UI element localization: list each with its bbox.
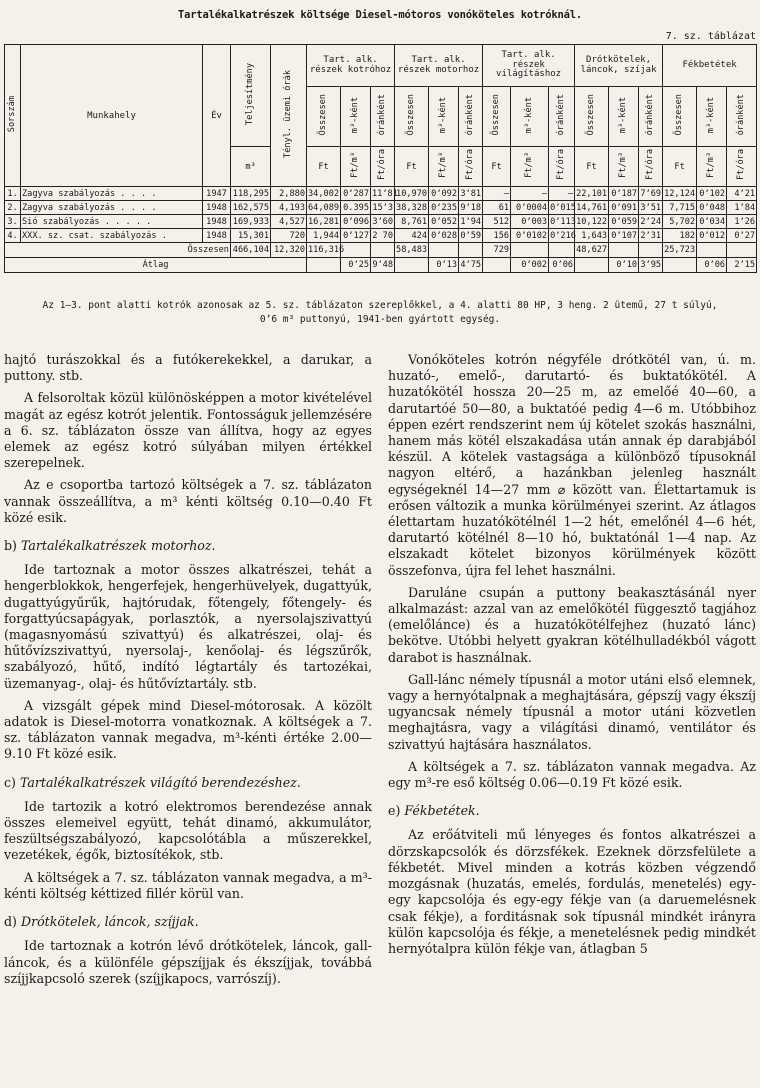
- unit-ftora: Ft/óra: [727, 147, 757, 187]
- row-value: 1ʼ26: [727, 215, 757, 229]
- row-value: 0ʼ096: [341, 215, 371, 229]
- row-value: 0ʼ0004: [511, 201, 549, 215]
- row-value: 0ʼ102: [697, 187, 727, 201]
- row-value: 1,643: [575, 229, 609, 243]
- row-value: 4ʼ21: [727, 187, 757, 201]
- header-teny-uzemi: Tényl. üzemi órák: [271, 45, 307, 187]
- row-value: 1,944: [307, 229, 341, 243]
- row-ev: 1948: [203, 215, 231, 229]
- row-value: 61: [483, 201, 511, 215]
- avg-label: Átlag: [5, 258, 307, 273]
- sub-m3kent: m³-ként: [341, 87, 371, 147]
- sub-orankent: óránként: [549, 87, 575, 147]
- header-munkahely: Munkahely: [21, 45, 203, 187]
- paragraph: A költségek a 7. sz. táblázaton vannak megadva, a m³-kénti költség kéttized fillér körül van.: [4, 869, 372, 901]
- row-ev: 1948: [203, 229, 231, 243]
- paragraph: Daruláne csupán a puttony beakasztásánál nyer alkalmazást: azzal van az emelőkötél függesztő tagjához (emelőlánce) és a huzatókötélfejhez (huzató lánc) bekötve. Utóbbi helyett gyakran kötélhulladékból vágott darabot is használnak.: [388, 584, 756, 665]
- unit-ft: Ft: [483, 147, 511, 187]
- unit-ftm3: Ft/m³: [511, 147, 549, 187]
- row-value: 7ʼ69: [640, 188, 662, 199]
- header-ev: Év: [203, 45, 231, 187]
- sub-orankent: óránként: [371, 87, 395, 147]
- table-title: Tartalékalkatrészek költsége Diesel-mótoros vonóköteles kotróknál.: [177, 9, 583, 21]
- avg-cell: 0ʼ06: [549, 258, 575, 273]
- sub-osszesen: Összesen: [663, 87, 697, 147]
- sub-orankent: óránként: [727, 87, 757, 147]
- row-value: 0ʼ092: [429, 187, 459, 201]
- row-value: 182: [663, 229, 697, 243]
- paragraph: Az e csoportba tartozó költségek a 7. sz. táblázaton vannak összeállítva, a m³ kénti költség 0.10—0.40 Ft közé esik.: [4, 477, 372, 525]
- row-teljesitmeny: 118,295: [231, 187, 271, 201]
- row-value: 0ʼ059: [609, 215, 639, 229]
- paragraph: A költségek a 7. sz. táblázaton vannak megadva. Az egy m³-re eső költség 0.06—0.19 Ft közé esik.: [388, 758, 756, 791]
- row-value: 16,281: [308, 216, 340, 227]
- left-column: [4, 352, 372, 993]
- unit-ftm3: Ft/m³: [341, 147, 371, 187]
- row-value: 0ʼ27: [727, 229, 757, 243]
- cost-table: [4, 44, 757, 273]
- row-ora: 2,880: [271, 187, 307, 201]
- unit-ftora: Ft/óra: [549, 147, 575, 187]
- sub-osszesen: Összesen: [575, 87, 609, 147]
- row-value: 512: [483, 215, 511, 229]
- sub-m3kent: m³-ként: [609, 87, 639, 147]
- unit-ft: Ft: [575, 147, 609, 187]
- sub-orankent: óránként: [639, 87, 663, 147]
- row-ev: 1948: [203, 201, 231, 215]
- row-value: 156: [483, 229, 511, 243]
- avg-cell: 0ʼ25: [341, 258, 371, 273]
- row-value: 3ʼ51: [640, 202, 662, 213]
- row-value: 5,702: [663, 215, 697, 229]
- row-value: 3ʼ81: [460, 188, 482, 199]
- row-value: 424: [395, 229, 429, 243]
- row-value: 0ʼ113: [550, 216, 576, 227]
- row-munkahely: Zagyva szabályozás . . . .: [21, 201, 203, 215]
- paragraph: Ide tartoznak a kotrón lévő drótkötelek, láncok, gall-láncok, és a különféle gépszíjjak és ékszíjjak, továbbá szíjjkapcsoló szerek (szíjjkapocs, varrószíj).: [4, 938, 372, 986]
- avg-cell: 0ʼ10: [609, 258, 639, 273]
- row-value: 0ʼ187: [609, 187, 639, 201]
- row-value: 0ʼ287: [341, 187, 371, 201]
- paragraph: A felsoroltak közül különösképpen a motor kivételével magát az egész kotrót jelentik. Fontosságuk jellemzésére a 6. sz. táblázaton össze van állítva, hogy az egyes elemek az egész kotró súlyában milyen értékkel szerepelnek.: [4, 390, 372, 471]
- row-teljesitmeny: 169,933: [231, 215, 271, 229]
- avg-cell: 9ʼ48: [371, 258, 395, 273]
- row-value: 0ʼ235: [429, 201, 459, 215]
- row-value: 22,101: [576, 188, 608, 199]
- row-value: 3ʼ60: [372, 216, 394, 227]
- table-number: 7. sz. táblázat: [665, 31, 756, 42]
- row-value: 0ʼ216: [550, 230, 576, 241]
- sub-m3kent: m³-ként: [429, 87, 459, 147]
- table-row: [5, 201, 757, 215]
- row-value: 14,761: [576, 202, 608, 213]
- paragraph: Ide tartoznak a motor összes alkatrészei, tehát a hengerblokkok, hengerfejek, hengerhüvelyek, dugattyúk, dugattyúgyűrűk, hajtórudak, főtengely, főtengely- és forgattyúcsapágyak, porlasztók, a nyersolajszivattyú (magasnyomású szivattyú) és alkatrészei, olaj- és hűtővízszivattyú, nyersolaj-, kenőolaj- és légszűrők, szabályozó, hűtő, indító légtartály és tartozékai, üzemanyag-, olaj- és hűtővíztartály. stb.: [4, 562, 372, 691]
- row-value: 1ʼ84: [727, 201, 757, 215]
- row-value: 0ʼ107: [609, 229, 639, 243]
- total-motor: 58,483: [395, 243, 429, 258]
- sub-osszesen: Összesen: [395, 87, 429, 147]
- unit-ftora: Ft/óra: [371, 147, 395, 187]
- row-munkahely: Zagyva szabályozás . . . .: [21, 187, 203, 201]
- total-row: [5, 243, 757, 258]
- row-value: 64,089: [308, 202, 340, 213]
- sub-m3kent: m³-ként: [697, 87, 727, 147]
- sub-orankent: óránként: [459, 87, 483, 147]
- paragraph: A vizsgált gépek mind Diesel-mótorosak. A közölt adatok is Diesel-motorra vonatkoznak. A költségek a 7. sz. táblázaton vannak megadva, m³-kénti értéke 2.00—9.10 Ft közé esik.: [4, 697, 372, 762]
- row-ora: 720: [271, 229, 307, 243]
- table-row: [5, 215, 757, 229]
- row-value: 8,761: [395, 215, 429, 229]
- paragraph: Az erőátviteli mű lényeges és fontos alkatrészei a dörzskapcsolók és dörzsfékek. Ezeknek dörzsfelülete a fékbetét. Mivel minden a kotrás közben végzendő mozgásnak (huzatás, emelés, fordulás, menetelés) egy-egy kapcsolója és egy-egy fékje van (a daruemelésnek csak fékje), a forditásnak sok típusnál mindkét irányra külön kapcsolója és fékje, a menetelésnek pedig mindkét hernyótalpra külön fékje van, átlagban 5: [388, 827, 756, 956]
- unit-ftora: Ft/óra: [639, 147, 663, 187]
- footnote-line-2: 0ʼ6 m³ puttonyú, 1941-ben gyártott egység.: [259, 314, 501, 325]
- row-value: —: [549, 187, 575, 201]
- table-footnote: [0, 299, 760, 327]
- row-value: 9ʼ18: [460, 202, 482, 213]
- header-sorszam: Sorszám: [5, 45, 21, 187]
- avg-row: [5, 258, 757, 273]
- footnote-line-1: Az 1—3. pont alatti kotrók azonosak az 5. sz. táblázaton szereplőkkel, a 4. alatti 80 HP, 3 heng. 2 ütemű, 27 t súlyú,: [42, 300, 718, 311]
- row-value: 34,002: [308, 188, 340, 199]
- unit-ft: Ft: [663, 147, 697, 187]
- total-label: Összesen: [5, 243, 231, 258]
- total-vilagitas: 729: [483, 243, 511, 258]
- section-heading-b: b) Tartalékalkatrészek motorhoz.: [4, 538, 216, 554]
- row-value: 11ʼ81: [372, 188, 398, 199]
- unit-ftora: Ft/óra: [459, 147, 483, 187]
- row-value: 0.395: [341, 201, 371, 215]
- row-number: 4.: [5, 229, 21, 243]
- row-munkahely: Sió szabályozás . . . . .: [21, 215, 203, 229]
- group-drotkotelek: Drótkötelek, láncok, szíjak: [575, 45, 663, 87]
- row-value: 0ʼ052: [429, 215, 459, 229]
- row-value: 38,328: [396, 202, 428, 213]
- row-value: 10,970: [396, 188, 428, 199]
- sub-osszesen: Összesen: [307, 87, 341, 147]
- section-heading-c: c) Tartalékalkatrészek világító berendezéshez.: [4, 774, 301, 790]
- avg-cell: 4ʼ75: [459, 258, 483, 273]
- row-value: 7,715: [663, 201, 697, 215]
- row-value: 0ʼ091: [609, 201, 639, 215]
- header-teljesitmeny: Teljesítmény: [231, 45, 271, 147]
- sub-osszesen: Összesen: [483, 87, 511, 147]
- row-number: 2.: [5, 201, 21, 215]
- total-kotro: 116,316: [307, 243, 341, 258]
- row-value: 0ʼ127: [341, 229, 371, 243]
- row-value: 0ʼ048: [697, 201, 727, 215]
- row-value: 2ʼ24: [640, 216, 662, 227]
- paragraph: Vonóköteles kotrón négyféle drótkötél van, ú. m. huzató-, emelő-, darutartó- és buktatókötél. A huzatókötél hossza 20—25 m, az emelőé 40—60, a darutartóé 50—80, a buktatóé pedig 4—6 m. Utóbbihoz éppen ezért rendszerint nem új kötelet szokás használni, hanem más kötél elszakadása után annak ép darabjából készül. A kötelek vastagsága a különböző típusoknál nagyon eltérő, a hazánkban jelenleg használt egységeknél 14—27 mm ⌀ között van. Élettartamuk is erősen változik a munka körülményei szerint. Az átlagos élettartam huzatókötélnél 1—2 hét, emelőnél 4—6 hét, darutartó kötélnél 8—10 hó, buktatónál 1—4 nap. Az elszakadt kötelet bizonyos körülmények között összefonva, újra fel lehet használni.: [388, 352, 756, 578]
- sub-m3kent: m³-ként: [511, 87, 549, 147]
- section-heading-e: e) Fékbetétek.: [388, 803, 480, 819]
- group-kotro: Tart. alk. részek kotróhoz: [307, 45, 395, 87]
- avg-cell: 0ʼ002: [511, 258, 549, 273]
- table-body: [5, 187, 757, 243]
- group-motor: Tart. alk. részek motorhoz: [395, 45, 483, 87]
- section-heading-d: d) Drótkötelek, láncok, szíjjak.: [4, 914, 199, 930]
- unit-ft: Ft: [395, 147, 429, 187]
- row-value: 0ʼ028: [429, 229, 459, 243]
- avg-cell: 0ʼ06: [697, 258, 727, 273]
- row-teljesitmeny: 162,575: [231, 201, 271, 215]
- row-value: 0ʼ59: [460, 230, 482, 241]
- table-row: [5, 187, 757, 201]
- row-value: 15ʼ3: [372, 202, 394, 213]
- avg-cell: 3ʼ95: [639, 258, 663, 273]
- row-value: 2ʼ31: [640, 230, 662, 241]
- row-value: 0ʼ0102: [511, 229, 549, 243]
- row-value: 0ʼ012: [697, 229, 727, 243]
- row-value: 12,124: [664, 188, 696, 199]
- row-value: 10,122: [576, 216, 608, 227]
- group-vilagitas: Tart. alk. részek világításhoz: [483, 45, 575, 87]
- group-fekbetetek: Fékbetétek: [663, 45, 757, 87]
- unit-ftm3: Ft/m³: [429, 147, 459, 187]
- row-value: 0ʼ034: [697, 215, 727, 229]
- row-value: 0ʼ003: [511, 215, 549, 229]
- row-ora: 4,193: [271, 201, 307, 215]
- unit-ftm3: Ft/m³: [609, 147, 639, 187]
- paragraph: hajtó turászokkal és a futókerekekkel, a darukar, a puttony. stb.: [4, 352, 372, 384]
- avg-cell: 2ʼ15: [727, 258, 757, 273]
- total-fek: 25,723: [663, 243, 697, 258]
- row-ev: 1947: [203, 187, 231, 201]
- total-ora: 12,320: [271, 243, 307, 258]
- row-ora: 4,527: [271, 215, 307, 229]
- row-value: 2 70: [372, 230, 394, 241]
- total-telj: 466,104: [231, 243, 271, 258]
- unit-m3: m³: [231, 147, 271, 187]
- row-number: 1.: [5, 187, 21, 201]
- unit-ftm3: Ft/m³: [697, 147, 727, 187]
- table-row: [5, 229, 757, 243]
- row-value: —: [511, 187, 549, 201]
- row-number: 3.: [5, 215, 21, 229]
- total-drot: 48,627: [575, 243, 609, 258]
- avg-cell: 0ʼ13: [429, 258, 459, 273]
- paragraph: Ide tartozik a kotró elektromos berendezése annak összes elemeivel együtt, tehát dinamó, akkumulátor, feszültségszabályozó, kapcsolótábla a műszerekkel, vezetékek, égők, biztosítékok, stb.: [4, 798, 372, 863]
- right-column: [388, 352, 756, 963]
- row-value: 1ʼ94: [460, 216, 482, 227]
- unit-ft: Ft: [307, 147, 341, 187]
- row-value: —: [483, 187, 511, 201]
- row-value: 0ʼ015: [550, 202, 576, 213]
- row-munkahely: XXX. sz. csat. szabályozás .: [21, 229, 203, 243]
- row-teljesitmeny: 15,301: [231, 229, 271, 243]
- paragraph: Gall-lánc némely típusnál a motor utáni első elemnek, vagy a hernyótalpnak a meghajtására, gépszíj vagy ékszíj ugyancsak némely típusnál a motor utáni közvetlen meghajtásra, vagy a világítási dinamó, ventilátor és szivattyú hajtására használatos.: [388, 671, 756, 752]
